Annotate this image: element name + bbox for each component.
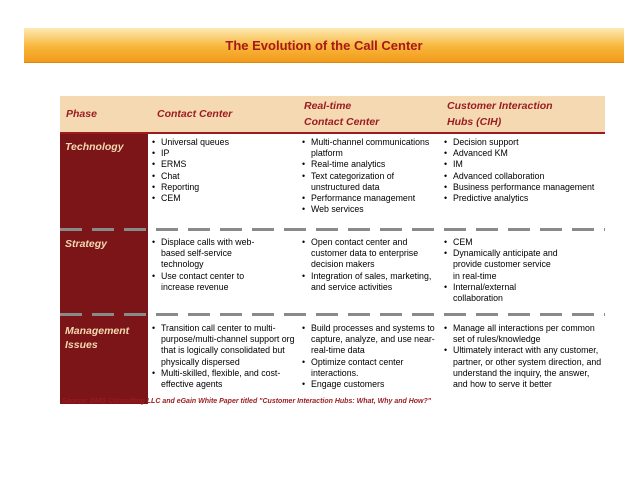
list-item: • Displace calls with web-based self-service technology xyxy=(152,237,275,271)
list-item: • Manage all interactions per common set of rules/knowledge xyxy=(444,323,602,345)
cell-strategy-realtime xyxy=(302,237,440,293)
list-item: • Multi-skilled, flexible, and cost-effective agents xyxy=(152,368,302,390)
list-item: • Text categorization of unstructured data xyxy=(302,171,442,193)
list-item: • Web services xyxy=(302,204,442,215)
row-divider-1 xyxy=(60,228,605,231)
list-item: • Advanced collaboration xyxy=(444,171,602,182)
header-cih-line2: Hubs (CIH) xyxy=(447,116,502,128)
cell-strategy-contact-center xyxy=(152,237,275,293)
list-item: • Performance management xyxy=(302,193,442,204)
phase-management-issues: Management Issues xyxy=(65,325,130,351)
list-item: • Ultimately interact with any customer, partner, or other system direction, and understand the inquiry, the answer, and how to serve it better xyxy=(444,345,602,390)
title-banner xyxy=(24,28,624,63)
list-item: • IM xyxy=(444,159,602,170)
list-item: • Reporting xyxy=(152,182,297,193)
list-item: • CEM xyxy=(444,237,559,248)
list-item: • IP xyxy=(152,148,297,159)
list-item: • Dynamically anticipate and provide customer service in real-time xyxy=(444,248,559,282)
cell-technology-cih xyxy=(444,137,602,204)
list-item: • Optimize contact center interactions. xyxy=(302,357,444,379)
list-item: • Real-time analytics xyxy=(302,159,442,170)
list-item: • Predictive analytics xyxy=(444,193,602,204)
list-item: • Use contact center to increase revenue xyxy=(152,271,275,293)
list-item: • CEM xyxy=(152,193,297,204)
phase-column xyxy=(60,134,148,404)
cell-technology-realtime xyxy=(302,137,442,215)
list-item: • Multi-channel communications platform xyxy=(302,137,442,159)
header-contact-center: Contact Center xyxy=(157,108,233,120)
header-realtime-line2: Contact Center xyxy=(304,116,380,128)
list-item: • Engage customers xyxy=(302,379,444,390)
list-item: • Business performance management xyxy=(444,182,602,193)
phase-technology: Technology xyxy=(65,141,124,153)
cell-management-contact-center xyxy=(152,323,302,390)
header-cih xyxy=(447,98,553,134)
list-item: • Decision support xyxy=(444,137,602,148)
cell-management-cih xyxy=(444,323,602,390)
list-item: • Universal queues xyxy=(152,137,297,148)
list-item: • Open contact center and customer data to enterprise decision makers xyxy=(302,237,440,271)
row-divider-2 xyxy=(60,313,605,316)
list-item: • Build processes and systems to capture, analyze, and use near-real-time data xyxy=(302,323,444,357)
page-title: The Evolution of the Call Center xyxy=(225,38,423,53)
header-realtime-contact-center xyxy=(304,98,379,134)
list-item: • Integration of sales, marketing, and service activities xyxy=(302,271,440,293)
phase-strategy: Strategy xyxy=(65,238,108,250)
list-item: • Transition call center to multi-purpose/multi-channel support org that is logically consolidated but physically dispersed xyxy=(152,323,302,368)
cell-strategy-cih xyxy=(444,237,559,304)
header-phase: Phase xyxy=(66,108,97,120)
cell-management-realtime xyxy=(302,323,444,390)
header-realtime-line1: Real-time xyxy=(304,100,352,112)
list-item: • Chat xyxy=(152,171,297,182)
source-note: Source: DMG Consulting LLC and eGain White Paper titled "Customer Interaction Hubs: What, Why and How?" xyxy=(62,398,432,405)
list-item: • Internal/external collaboration xyxy=(444,282,559,304)
list-item: • Advanced KM xyxy=(444,148,602,159)
cell-technology-contact-center xyxy=(152,137,297,204)
header-cih-line1: Customer Interaction xyxy=(447,100,553,112)
list-item: • ERMS xyxy=(152,159,297,170)
